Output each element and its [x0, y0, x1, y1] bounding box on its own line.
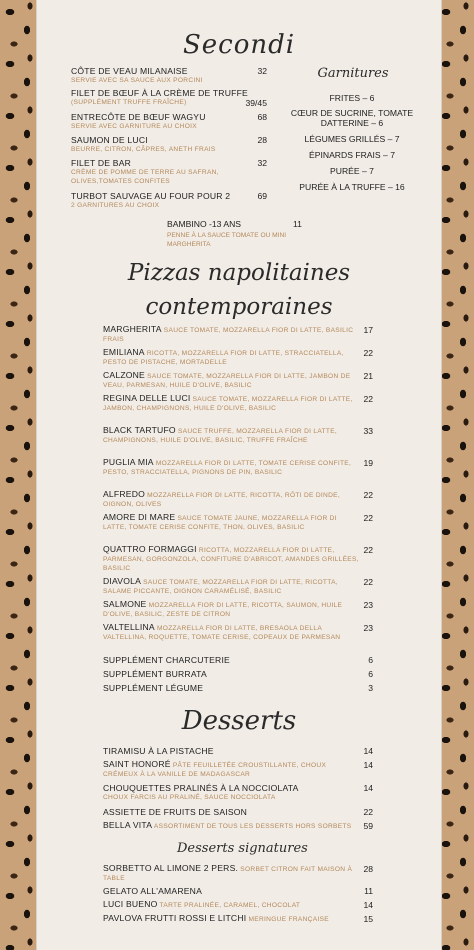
- item-price: 22: [363, 577, 373, 587]
- item-price: 68: [257, 112, 267, 122]
- item-price: 28: [363, 864, 373, 874]
- bambino-desc: PENNE À LA SAUCE TOMATE OU MINI MARGHERITA: [167, 232, 287, 248]
- menu-item: [103, 760, 359, 779]
- item-price: 15: [363, 914, 373, 924]
- item-name: TIRAMISU À LA PISTACHE: [103, 746, 214, 756]
- item-desc: MOZZARELLA FIOR DI LATTE, RICOTTA, SAUMON, HUILE D'OLIVE, BASILIC, ZESTE DE CITRON: [103, 602, 343, 618]
- item-desc: SERVIE AVEC GARNITURE AU CHOIX: [71, 123, 198, 130]
- item-price: 59: [363, 821, 373, 831]
- menu-item: [103, 426, 359, 445]
- item-price: 69: [257, 191, 267, 201]
- item-price: 22: [363, 513, 373, 523]
- item-desc: MOZZARELLA FIOR DI LATTE, TOMATE CERISE CONFITE, PESTO, STRACCIATELLA, PIGNONS DE PIN, BASILIC: [103, 460, 352, 476]
- item-name: GELATO ALL'AMARENA: [103, 886, 203, 896]
- item-name: MARGHERITA: [103, 324, 162, 334]
- item-name: REGINA DELLE LUCI: [103, 393, 191, 403]
- item-name: BELLA VITA: [103, 820, 153, 830]
- item-name: PAVLOVA FRUTTI ROSSI E LITCHI: [103, 913, 247, 923]
- item-name: SORBETTO AL LIMONE 2 PERS.: [103, 863, 239, 873]
- item-desc: SAUCE TOMATE JAUNE, MOZZARELLA FIOR DI LATTE, TOMATE CERISE CONFITE, THON, OLIVES, BASILIC: [103, 515, 337, 531]
- item-price: 19: [363, 458, 373, 468]
- garniture-item: FRITES – 6: [329, 93, 375, 103]
- item-name: SUPPLÉMENT LÉGUME: [103, 683, 204, 693]
- item-name: SALMONE: [103, 599, 147, 609]
- item-name: SUPPLÉMENT BURRATA: [103, 669, 207, 679]
- item-name: CALZONE: [103, 370, 145, 380]
- menu-item: [103, 577, 359, 596]
- item-desc: TARTE PRALINÉE, CARAMEL, CHOCOLAT: [159, 902, 301, 909]
- menu-item: [103, 914, 359, 924]
- item-name: AMORE DI MARE: [103, 512, 176, 522]
- item-name: SAUMON DE LUCI: [71, 135, 148, 145]
- item-name: FILET DE BAR: [71, 158, 132, 168]
- menu-item: [103, 864, 359, 883]
- item-name: ALFREDO: [103, 489, 145, 499]
- item-name: EMILIANA: [103, 347, 145, 357]
- item-price: 3: [368, 683, 373, 693]
- item-desc: SAUCE TOMATE, MOZZARELLA FIOR DI LATTE, JAMBON DE VEAU, PARMESAN, HUILE D'OLIVE, BASILIC: [103, 373, 351, 389]
- item-price: 22: [363, 807, 373, 817]
- garniture-item: ÉPINARDS FRAIS – 7: [309, 150, 395, 160]
- item-name: CÔTE DE VEAU MILANAISE: [71, 66, 188, 76]
- item-price: 22: [363, 394, 373, 404]
- item-desc: SORBET CITRON FAIT MAISON À TABLE: [103, 866, 353, 882]
- pizzas-title-line1: Pizzas napolitaines: [127, 260, 351, 286]
- item-desc: SAUCE TOMATE, MOZZARELLA FIOR DI LATTE, BASILIC FRAIS: [103, 327, 354, 343]
- leopard-border-left: [0, 0, 38, 950]
- item-desc: MOZZARELLA FIOR DI LATTE, RICOTTA, RÔTI DE DINDE, OIGNON, OLIVES: [103, 492, 341, 508]
- item-desc: RICOTTA, MOZZARELLA FIOR DI LATTE, PARMESAN, GORGONZOLA, CONFITURE D'ABRICOT, AMANDES GRILLÉES, BASILIC: [103, 547, 359, 572]
- item-price: 33: [363, 426, 373, 436]
- menu-item: [103, 490, 359, 509]
- item-price: 14: [363, 783, 373, 793]
- menu-item: [103, 783, 359, 802]
- item-desc: SAUCE TOMATE, MOZZARELLA FIOR DI LATTE, RICOTTA, SALAME PICCANTE, OIGNON CARAMÉLISÉ, BASILIC: [103, 579, 338, 595]
- item-price: 23: [363, 623, 373, 633]
- item-name: BLACK TARTUFO: [103, 425, 176, 435]
- item-name: SUPPLÉMENT CHARCUTERIE: [103, 655, 230, 665]
- item-price: 22: [363, 348, 373, 358]
- bambino-name: BAMBINO -13 ANS: [167, 219, 242, 229]
- item-price: 22: [363, 545, 373, 555]
- section-title-desserts: Desserts: [181, 706, 297, 736]
- item-name: PUGLIA MIA: [103, 457, 154, 467]
- garniture-item: LÉGUMES GRILLÉS – 7: [304, 134, 400, 144]
- menu-item: [103, 821, 359, 831]
- item-name: FILET DE BŒUF À LA CRÈME DE TRUFFE: [71, 88, 248, 98]
- item-price: 22: [363, 490, 373, 500]
- item-desc: CRÈME DE POMME DE TERRE AU SAFRAN, OLIVES,TOMATES CONFITES: [71, 169, 219, 185]
- menu-page: [36, 0, 442, 950]
- item-desc: (SUPPLÉMENT TRUFFE FRAÎCHE): [71, 99, 187, 106]
- item-desc: SAUCE TRUFFE, MOZZARELLA FIOR DI LATTE, CHAMPIGNONS, HUILE D'OLIVE, BASILIC, TRUFFE FRAÎCHE: [103, 428, 338, 444]
- bambino-price: 11: [293, 219, 302, 229]
- item-name: VALTELLINA: [103, 622, 155, 632]
- menu-item: [103, 900, 359, 910]
- item-desc: CHOUX FARCIS AU PRALINÉ, SAUCE NOCCIOLATA: [103, 794, 276, 801]
- menu-item: [103, 325, 359, 344]
- item-price: 6: [368, 655, 373, 665]
- item-price: 14: [363, 900, 373, 910]
- item-desc: 2 GARNITURES AU CHOIX: [71, 202, 160, 209]
- section-title-secondi: Secondi: [182, 30, 296, 60]
- item-price: 23: [363, 600, 373, 610]
- item-price: 14: [363, 760, 373, 770]
- menu-item: [103, 458, 359, 477]
- item-name: CHOUQUETTES PRALINÉS À LA NOCCIOLATA: [103, 783, 299, 793]
- item-name: ENTRECÔTE DE BŒUF WAGYU: [71, 112, 206, 122]
- item-name: DIAVOLA: [103, 576, 142, 586]
- item-name: QUATTRO FORMAGGI: [103, 544, 197, 554]
- item-desc: ASSORTIMENT DE TOUS LES DESSERTS HORS SORBETS: [153, 823, 352, 830]
- desserts-signatures-title: Desserts signatures: [177, 841, 308, 856]
- item-name: TURBOT SAUVAGE AU FOUR POUR 2: [71, 191, 231, 201]
- item-price: 14: [363, 746, 373, 756]
- item-price: 39/45: [245, 98, 267, 108]
- item-price: 17: [363, 325, 373, 335]
- item-price: 21: [363, 371, 373, 381]
- garniture-item: CŒUR DE SUCRINE, TOMATE DATTERINE – 6: [290, 108, 414, 128]
- item-name: SAINT HONORÉ: [103, 759, 171, 769]
- pizzas-title-line2: contemporaines: [145, 294, 333, 320]
- item-desc: RICOTTA, MOZZARELLA FIOR DI LATTE, STRACCIATELLA, PESTO DE PISTACHE, MORTADELLE: [103, 350, 344, 366]
- garniture-item: PURÉE À LA TRUFFE – 16: [299, 182, 405, 192]
- item-price: 32: [257, 66, 267, 76]
- section-title-pizzas: [37, 256, 441, 324]
- menu-item: [103, 623, 359, 642]
- item-desc: MERINGUE FRANÇAISE: [248, 916, 329, 923]
- item-desc: MOZZARELLA FIOR DI LATTE, BRESAOLA DELLA VALTELLINA, ROQUETTE, TOMATE CERISE, COPEAUX DE PARMESAN: [103, 625, 341, 641]
- menu-item: [71, 158, 247, 186]
- item-name: LUCI BUENO: [103, 899, 158, 909]
- item-price: 28: [257, 135, 267, 145]
- menu-item: [103, 371, 359, 390]
- menu-item: [103, 600, 359, 619]
- garniture-item: PURÉE – 7: [330, 166, 374, 176]
- menu-item: [103, 394, 359, 413]
- garnitures-title: Garnitures: [317, 66, 389, 81]
- item-price: 6: [368, 669, 373, 679]
- item-desc: BEURRE, CITRON, CÂPRES, ANETH FRAIS: [71, 146, 216, 153]
- item-desc: SERVIE AVEC SA SAUCE AUX PORCINI: [71, 77, 203, 84]
- item-desc: SAUCE TOMATE, MOZZARELLA FIOR DI LATTE, JAMBON, CHAMPIGNONS, HUILE D'OLIVE, BASILIC: [103, 396, 353, 412]
- menu-item: [103, 545, 359, 573]
- item-price: 11: [364, 886, 373, 896]
- item-price: 32: [257, 158, 267, 168]
- menu-item: [103, 513, 359, 532]
- menu-item: [103, 348, 359, 367]
- item-name: ASSIETTE DE FRUITS DE SAISON: [103, 807, 248, 817]
- item-desc: PÂTE FEUILLETÉE CROUSTILLANTE, CHOUX CRÉMEUX À LA VANILLE DE MADAGASCAR: [103, 762, 327, 778]
